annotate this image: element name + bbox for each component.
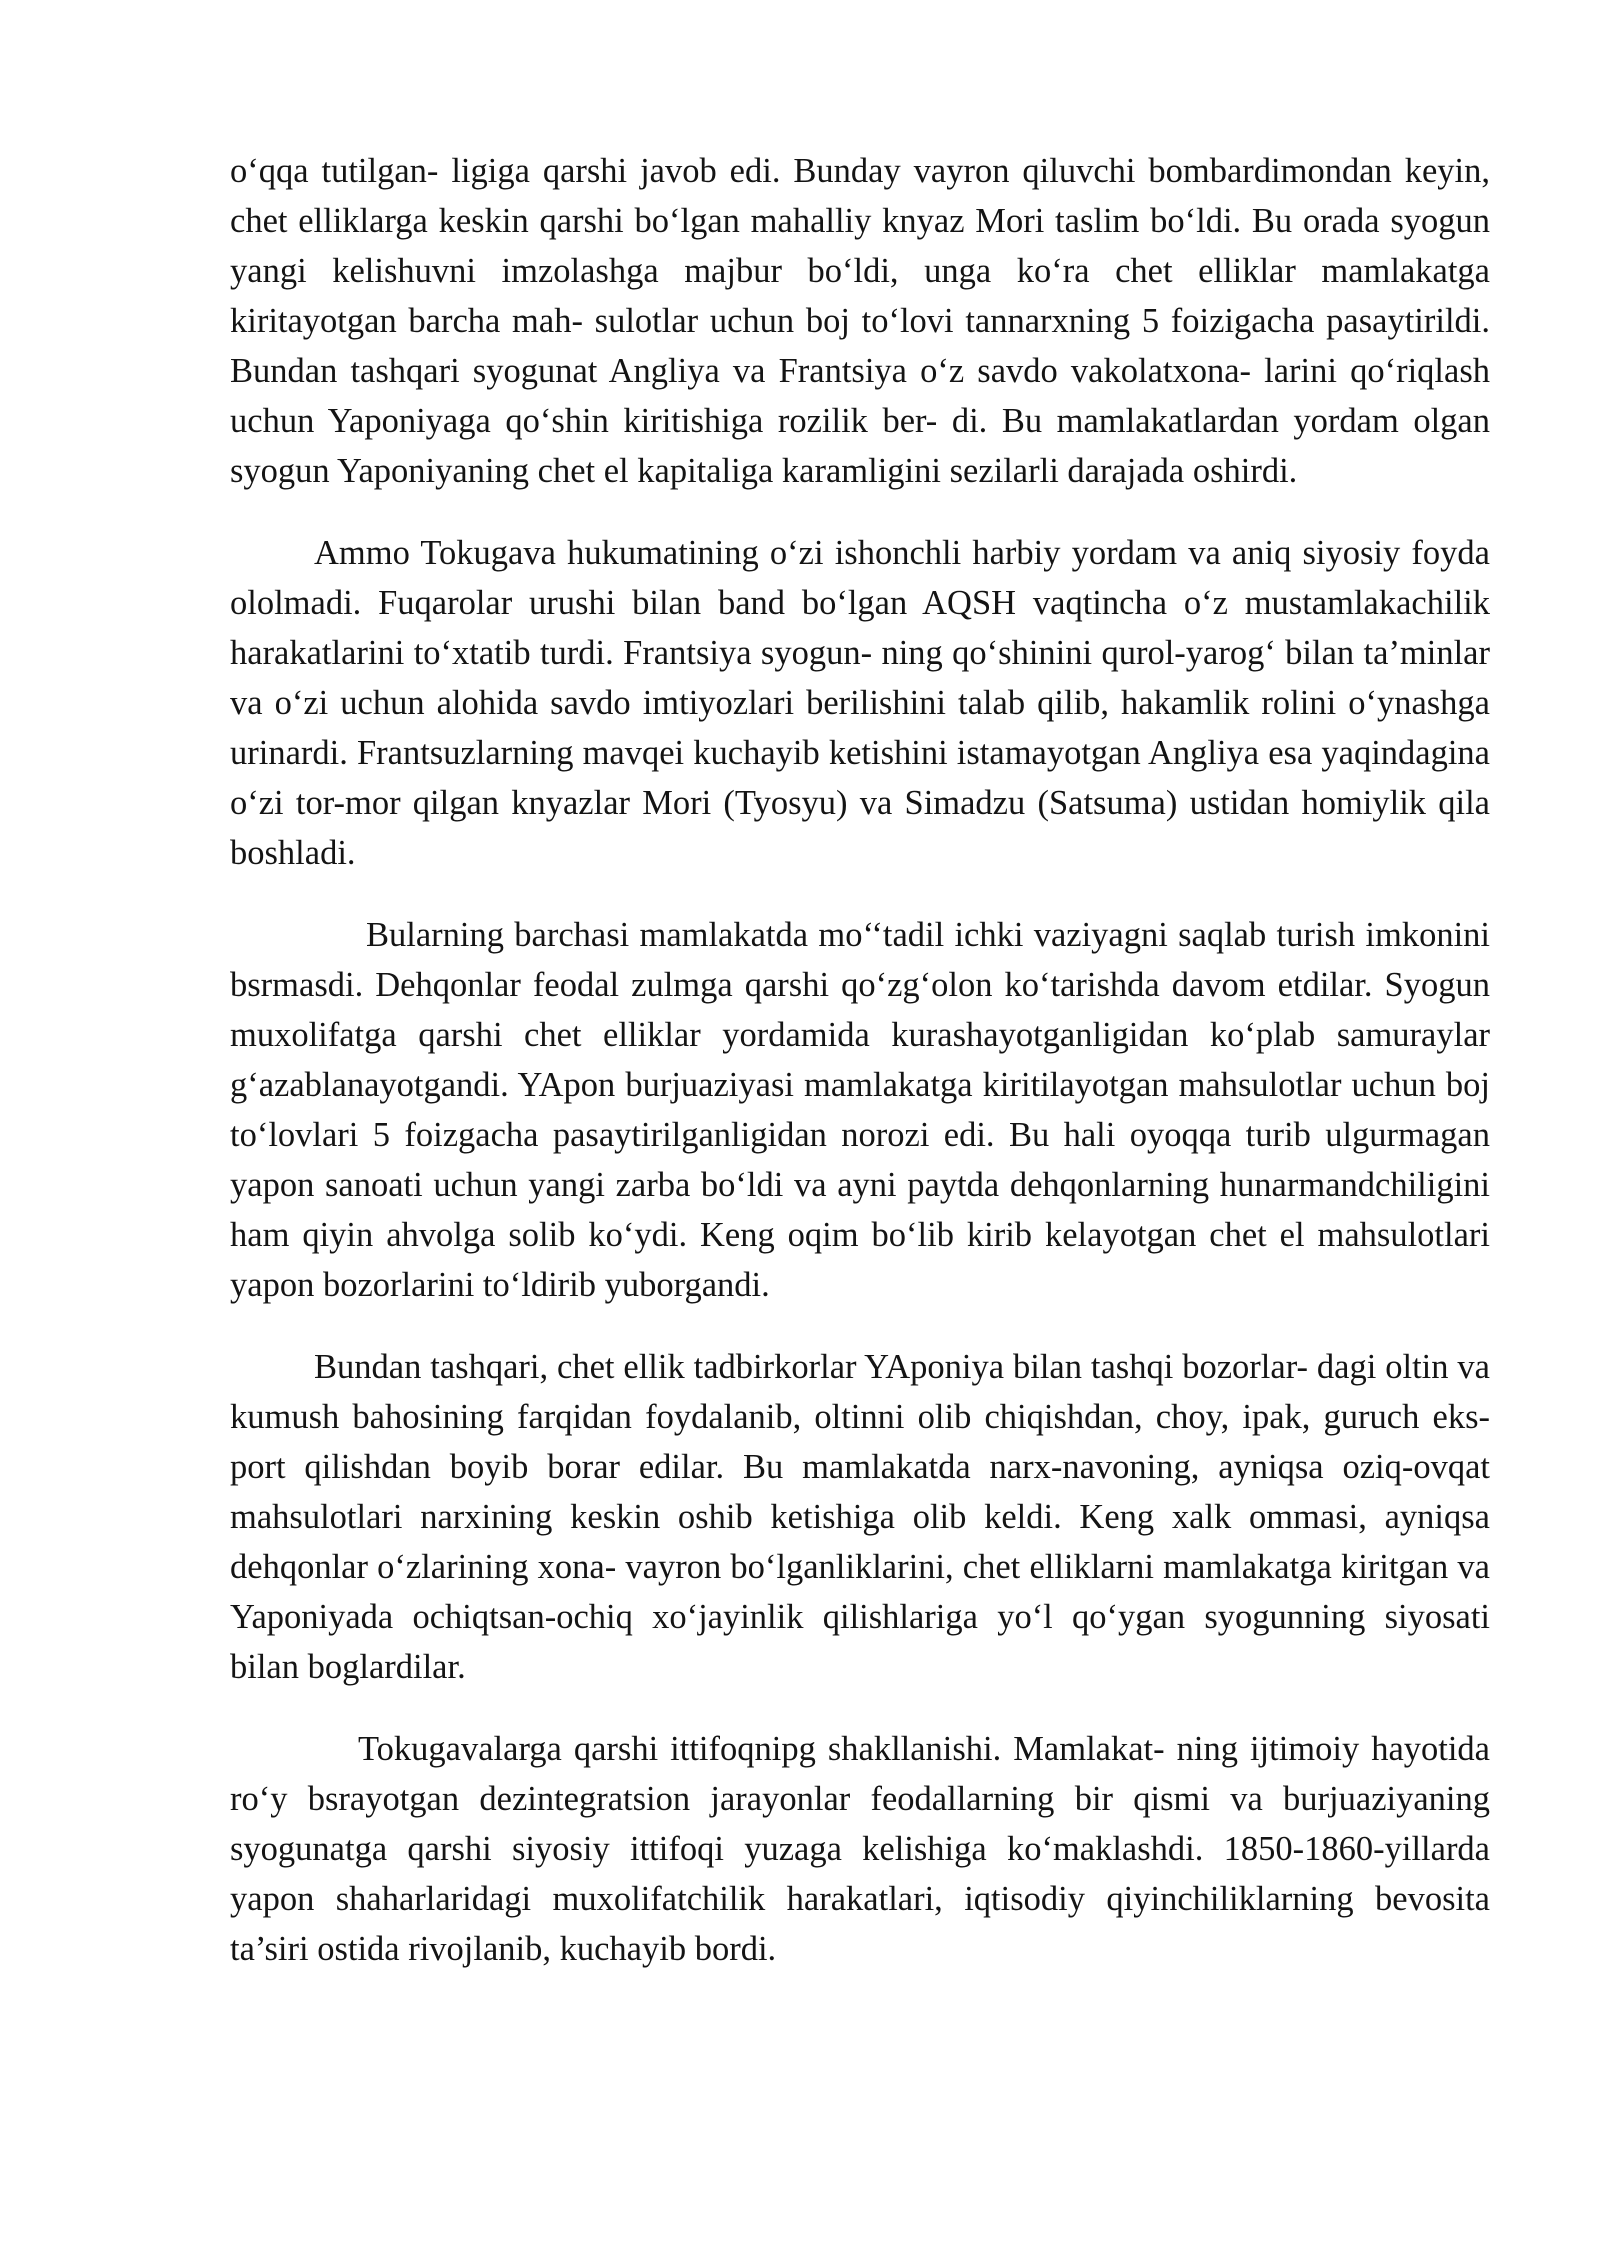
paragraph-2: Ammo Tokugava hukumatining o‘zi ishonchli harbiy yordam va aniq siyosiy foyda ololmadi. Fuqarolar urushi bilan band bo‘lgan AQSH vaqtincha o‘z mustamlakachilik harakatlarini to‘xtatib turdi. Frantsiya syogun- ning qo‘shinini qurol-yarog‘ bilan ta’minlar va o‘zi uchun alohida savdo imtiyozlari berilishini talab qilib, hakamlik rolini o‘ynashga urinardi. Frantsuzlarning mavqei kuchayib ketishini istamayotgan Angliya esa yaqindagina o‘zi tor-mor qilgan knyazlar Mori (Tyosyu) va Simadzu (Satsuma) ustidan homiylik qila boshladi.	[230, 534, 1490, 872]
paragraph-4: Bundan tashqari, chet ellik tadbirkorlar YAponiya bilan tashqi bozorlar- dagi oltin va kumush bahosining farqidan foydalanib, oltinni olib chiqishdan, choy, ipak, guruch eks- port qilishdan boyib borar edilar. Bu mamlakatda narx-navoning, ayniqsa oziq-ovqat mahsulotlari narxining keskin oshib ketishiga olib keldi. Keng xalk ommasi, ayniqsa dehqonlar o‘zlarining xona- vayron bo‘lganliklarini, chet elliklarni mamlakatga kiritgan va Yaponiyada ochiqtsan-ochiq xo‘jayinlik qilishlariga yo‘l qo‘ygan syogunning siyosati bilan boglardilar.	[230, 1348, 1490, 1686]
paragraph-3: Bularning barchasi mamlakatda mo‘‘tadil ichki vaziyagni saqlab turish imkonini bsrmasdi. Dehqonlar feodal zulmga qarshi qo‘zg‘olon ko‘tarishda davom etdilar. Syogun muxolifatga qarshi chet elliklar yordamida kurashayotganligidan ko‘plab samuraylar g‘azablanayotgandi. YApon burjuaziyasi mamlakatga kiritilayotgan mahsulotlar uchun boj to‘lovlari 5 foizgacha pasaytirilganligidan norozi edi. Bu hali oyoqqa turib ulgurmagan yapon sanoati uchun yangi zarba bo‘ldi va ayni paytda dehqonlarning hunarmandchiligini ham qiyin ahvolga solib ko‘ydi. Keng oqim bo‘lib kirib kelayotgan chet el mahsulotlari yapon bozorlarini to‘ldirib yuborgandi.	[230, 916, 1490, 1304]
paragraph-5: Tokugavalarga qarshi ittifoqnipg shakllanishi. Mamlakat- ning ijtimoiy hayotida ro‘y bsrayotgan dezintegratsion jarayonlar feodallarning bir qismi va burjuaziyaning syogunatga qarshi siyosiy ittifoqi yuzaga kelishiga ko‘maklashdi. 1850-1860-yillarda yapon shaharlaridagi muxolifatchilik harakatlari, iqtisodiy qiyinchiliklarning bevosita ta’siri ostida rivojlanib, kuchayib bordi.	[230, 1730, 1490, 1968]
document-body	[230, 146, 1490, 2006]
paragraph-1: o‘qqa tutilgan- ligiga qarshi javob edi. Bunday vayron qiluvchi bombardimondan keyin, chet elliklarga keskin qarshi bo‘lgan mahalliy knyaz Mori taslim bo‘ldi. Bu orada syogun yangi kelishuvni imzolashga majbur bo‘ldi, unga ko‘ra chet elliklar mamlakatga kiritayotgan barcha mah- sulotlar uchun boj to‘lovi tannarxning 5 foizigacha pasaytirildi. Bundan tashqari syogunat Angliya va Frantsiya o‘z savdo vakolatxona- larini qo‘riqlash uchun Yaponiyaga qo‘shin kiritishiga rozilik ber- di. Bu mamlakatlardan yordam olgan syogun Yaponiyaning chet el kapitaliga karamligini sezilarli darajada oshirdi.	[230, 152, 1490, 490]
